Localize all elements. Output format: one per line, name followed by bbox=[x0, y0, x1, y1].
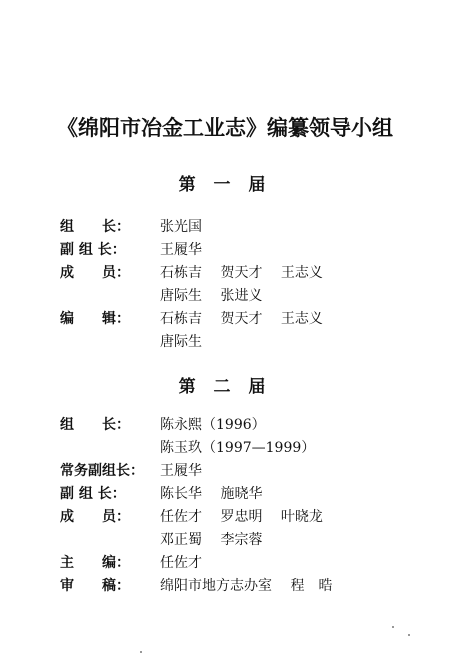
entry-value bbox=[160, 216, 216, 239]
person-name: 王志义 bbox=[280, 311, 323, 327]
entry-value bbox=[160, 285, 276, 308]
list-item bbox=[60, 414, 390, 437]
entry-value bbox=[160, 414, 280, 437]
entry-label: 主 编： bbox=[60, 555, 130, 571]
person-name: 任佐才 bbox=[160, 555, 202, 571]
entry-value bbox=[160, 506, 337, 529]
person-name: 陈永熙（1996） bbox=[160, 417, 266, 433]
person-name: 王履华 bbox=[160, 463, 202, 479]
list-item bbox=[60, 552, 390, 575]
entry-label: 组 长： bbox=[60, 219, 130, 235]
list-item bbox=[60, 239, 390, 262]
entry-label: 常务副组长： bbox=[60, 463, 144, 479]
person-name: 张进义 bbox=[220, 288, 263, 304]
person-name: 王志义 bbox=[280, 265, 323, 281]
list-item bbox=[60, 529, 390, 552]
entry-value bbox=[160, 460, 216, 483]
entry-value bbox=[160, 552, 216, 575]
list-item bbox=[60, 216, 390, 239]
entry-value bbox=[160, 575, 346, 598]
scan-speck bbox=[408, 634, 410, 636]
list-item bbox=[60, 437, 390, 460]
list-item bbox=[60, 262, 390, 285]
scan-speck bbox=[392, 626, 394, 628]
person-name: 王履华 bbox=[160, 242, 202, 258]
entry-value bbox=[160, 262, 337, 285]
person-name: 程 晧 bbox=[290, 578, 333, 594]
list-item bbox=[60, 308, 390, 331]
session-heading-1 bbox=[0, 170, 450, 195]
person-name: 叶晓龙 bbox=[280, 509, 323, 525]
list-item bbox=[60, 575, 390, 598]
person-name: 贺天才 bbox=[220, 265, 263, 281]
list-item bbox=[60, 483, 390, 506]
reviewer-org: 绵阳市地方志办室 bbox=[160, 578, 272, 594]
entry-value bbox=[160, 437, 329, 460]
scan-speck bbox=[140, 651, 142, 653]
entry-label: 组 长： bbox=[60, 417, 130, 433]
entry-value bbox=[160, 483, 276, 506]
person-name: 石栋吉 bbox=[160, 311, 202, 327]
person-name: 贺天才 bbox=[220, 311, 263, 327]
person-name: 唐际生 bbox=[160, 288, 202, 304]
person-name: 罗忠明 bbox=[220, 509, 263, 525]
list-item bbox=[60, 285, 390, 308]
entry-value bbox=[160, 529, 276, 552]
person-name: 李宗蓉 bbox=[220, 532, 263, 548]
page-title: 《绵阳市冶金工业志》编纂领导小组 bbox=[57, 115, 393, 140]
person-name: 陈玉玖（1997—1999） bbox=[160, 440, 316, 456]
person-name: 石栋吉 bbox=[160, 265, 202, 281]
entry-label: 成 员： bbox=[60, 265, 130, 281]
entry-label: 审 稿： bbox=[60, 578, 130, 594]
entry-value bbox=[160, 308, 337, 331]
entry-label: 副 组 长： bbox=[60, 242, 126, 258]
entry-value bbox=[160, 331, 216, 354]
person-name: 施晓华 bbox=[220, 486, 263, 502]
session-2-list bbox=[60, 414, 390, 598]
list-item bbox=[60, 460, 390, 483]
session-1-list bbox=[60, 216, 390, 354]
person-name: 陈长华 bbox=[160, 486, 202, 502]
list-item bbox=[60, 506, 390, 529]
entry-value bbox=[160, 239, 216, 262]
entry-label: 编 辑： bbox=[60, 311, 130, 327]
person-name: 张光国 bbox=[160, 219, 202, 235]
session-heading-2-text: 第 二 届 bbox=[178, 377, 272, 397]
person-name: 任佐才 bbox=[160, 509, 202, 525]
entry-label: 成 员： bbox=[60, 509, 130, 525]
session-heading-1-text: 第 一 届 bbox=[178, 175, 272, 195]
list-item bbox=[60, 331, 390, 354]
person-name: 唐际生 bbox=[160, 334, 202, 350]
entry-label: 副 组 长： bbox=[60, 486, 126, 502]
person-name: 邓正蜀 bbox=[160, 532, 202, 548]
session-heading-2 bbox=[0, 372, 450, 397]
